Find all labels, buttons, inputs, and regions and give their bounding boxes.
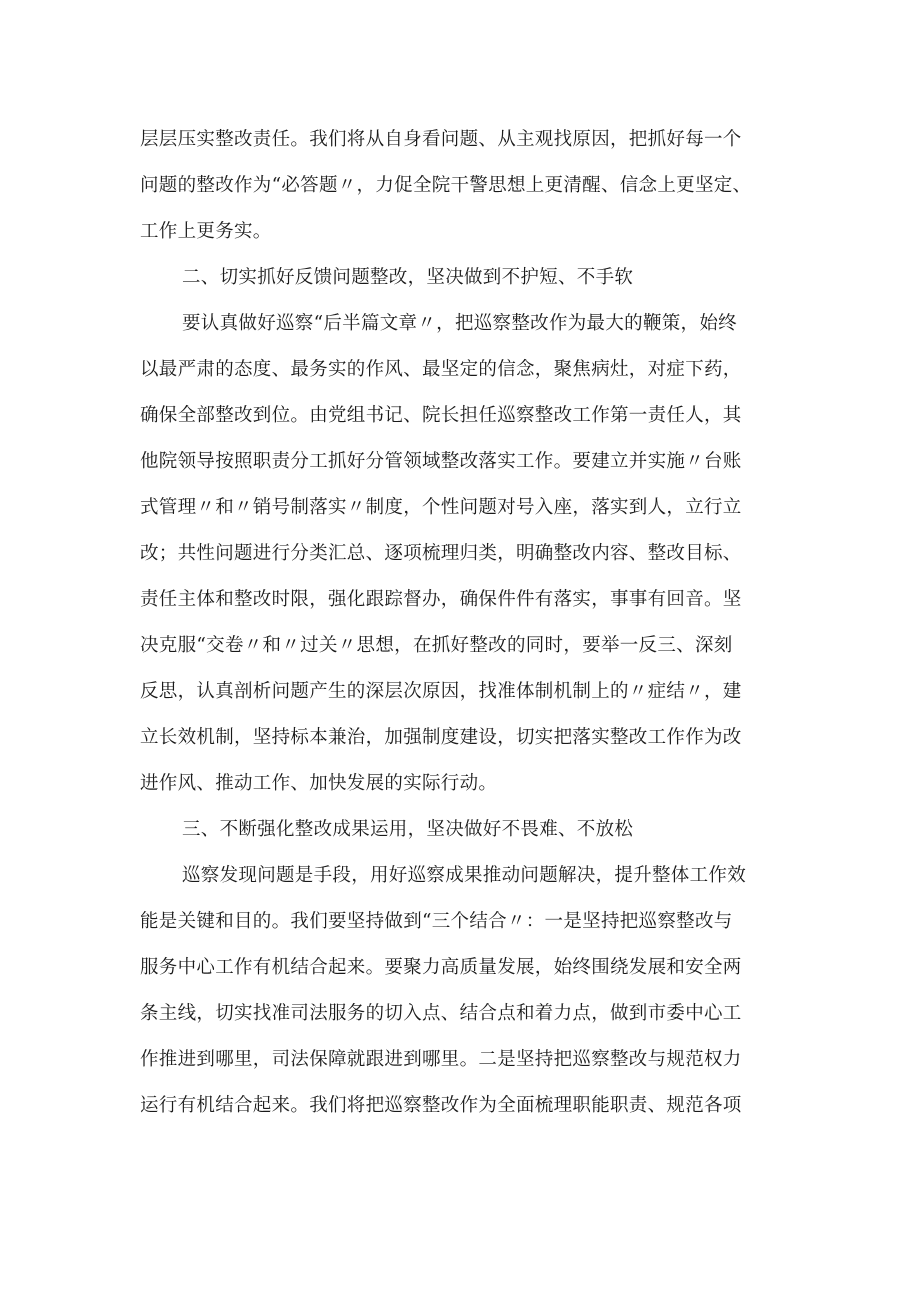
text-line: 巡察发现问题是手段，用好巡察成果推动问题解决，提升整体工作效	[182, 865, 747, 886]
text-line: 式管理〃和〃销号制落实〃制度，个性问题对号入座，落实到人，立行立	[140, 497, 742, 518]
text-line: 决克服“交卷〃和〃过关〃思想，在抓好整改的同时，要举一反三、深刻	[140, 635, 733, 656]
text-line: 能是关键和目的。我们要坚持做到“三个结合〃：一是坚持把巡察整改与	[140, 911, 733, 932]
text-line: 层层压实整改责任。我们将从自身看问题、从主观找原因，把抓好每一个	[140, 129, 742, 150]
text-line: 确保全部整改到位。由党组书记、院长担任巡察整改工作第一责任人，其	[140, 405, 742, 426]
text-line: 运行有机结合起来。我们将把巡察整改作为全面梳理职能职责、规范各项	[140, 1095, 742, 1116]
text-line: 作推进到哪里，司法保障就跟进到哪里。二是坚持把巡察整改与规范权力	[140, 1049, 742, 1070]
text-line: 工作上更务实。	[140, 221, 272, 242]
text-line: 责任主体和整改时限，强化跟踪督办，确保件件有落实，事事有回音。坚	[140, 589, 742, 610]
text-line: 立长效机制，坚持标本兼治，加强制度建设，切实把落实整改工作作为改	[140, 727, 742, 748]
text-line: 问题的整改作为“必答题〃，力促全院干警思想上更清醒、信念上更坚定、	[140, 175, 752, 196]
text-line: 以最严肃的态度、最务实的作风、最坚定的信念，聚焦病灶，对症下药，	[140, 359, 742, 380]
section-heading: 二、切实抓好反馈问题整改，坚决做到不护短、不手软	[182, 267, 634, 288]
text-line: 改；共性问题进行分类汇总、逐项梳理归类，明确整改内容、整改目标、	[140, 543, 742, 564]
text-line: 他院领导按照职责分工抓好分管领域整改落实工作。要建立并实施〃台账	[140, 451, 742, 472]
section-heading: 三、不断强化整改成果运用，坚决做好不畏难、不放松	[182, 819, 634, 840]
text-line: 条主线，切实找准司法服务的切入点、结合点和着力点，做到市委中心工	[140, 1003, 742, 1024]
text-line: 反思，认真剖析问题产生的深层次原因，找准体制机制上的〃症结〃，建	[140, 681, 742, 702]
text-line: 要认真做好巡察“后半篇文章〃，把巡察整改作为最大的鞭策，始终	[182, 313, 737, 334]
text-line: 进作风、推动工作、加快发展的实际行动。	[140, 773, 498, 794]
text-line: 服务中心工作有机结合起来。要聚力高质量发展，始终围绕发展和安全两	[140, 957, 742, 978]
